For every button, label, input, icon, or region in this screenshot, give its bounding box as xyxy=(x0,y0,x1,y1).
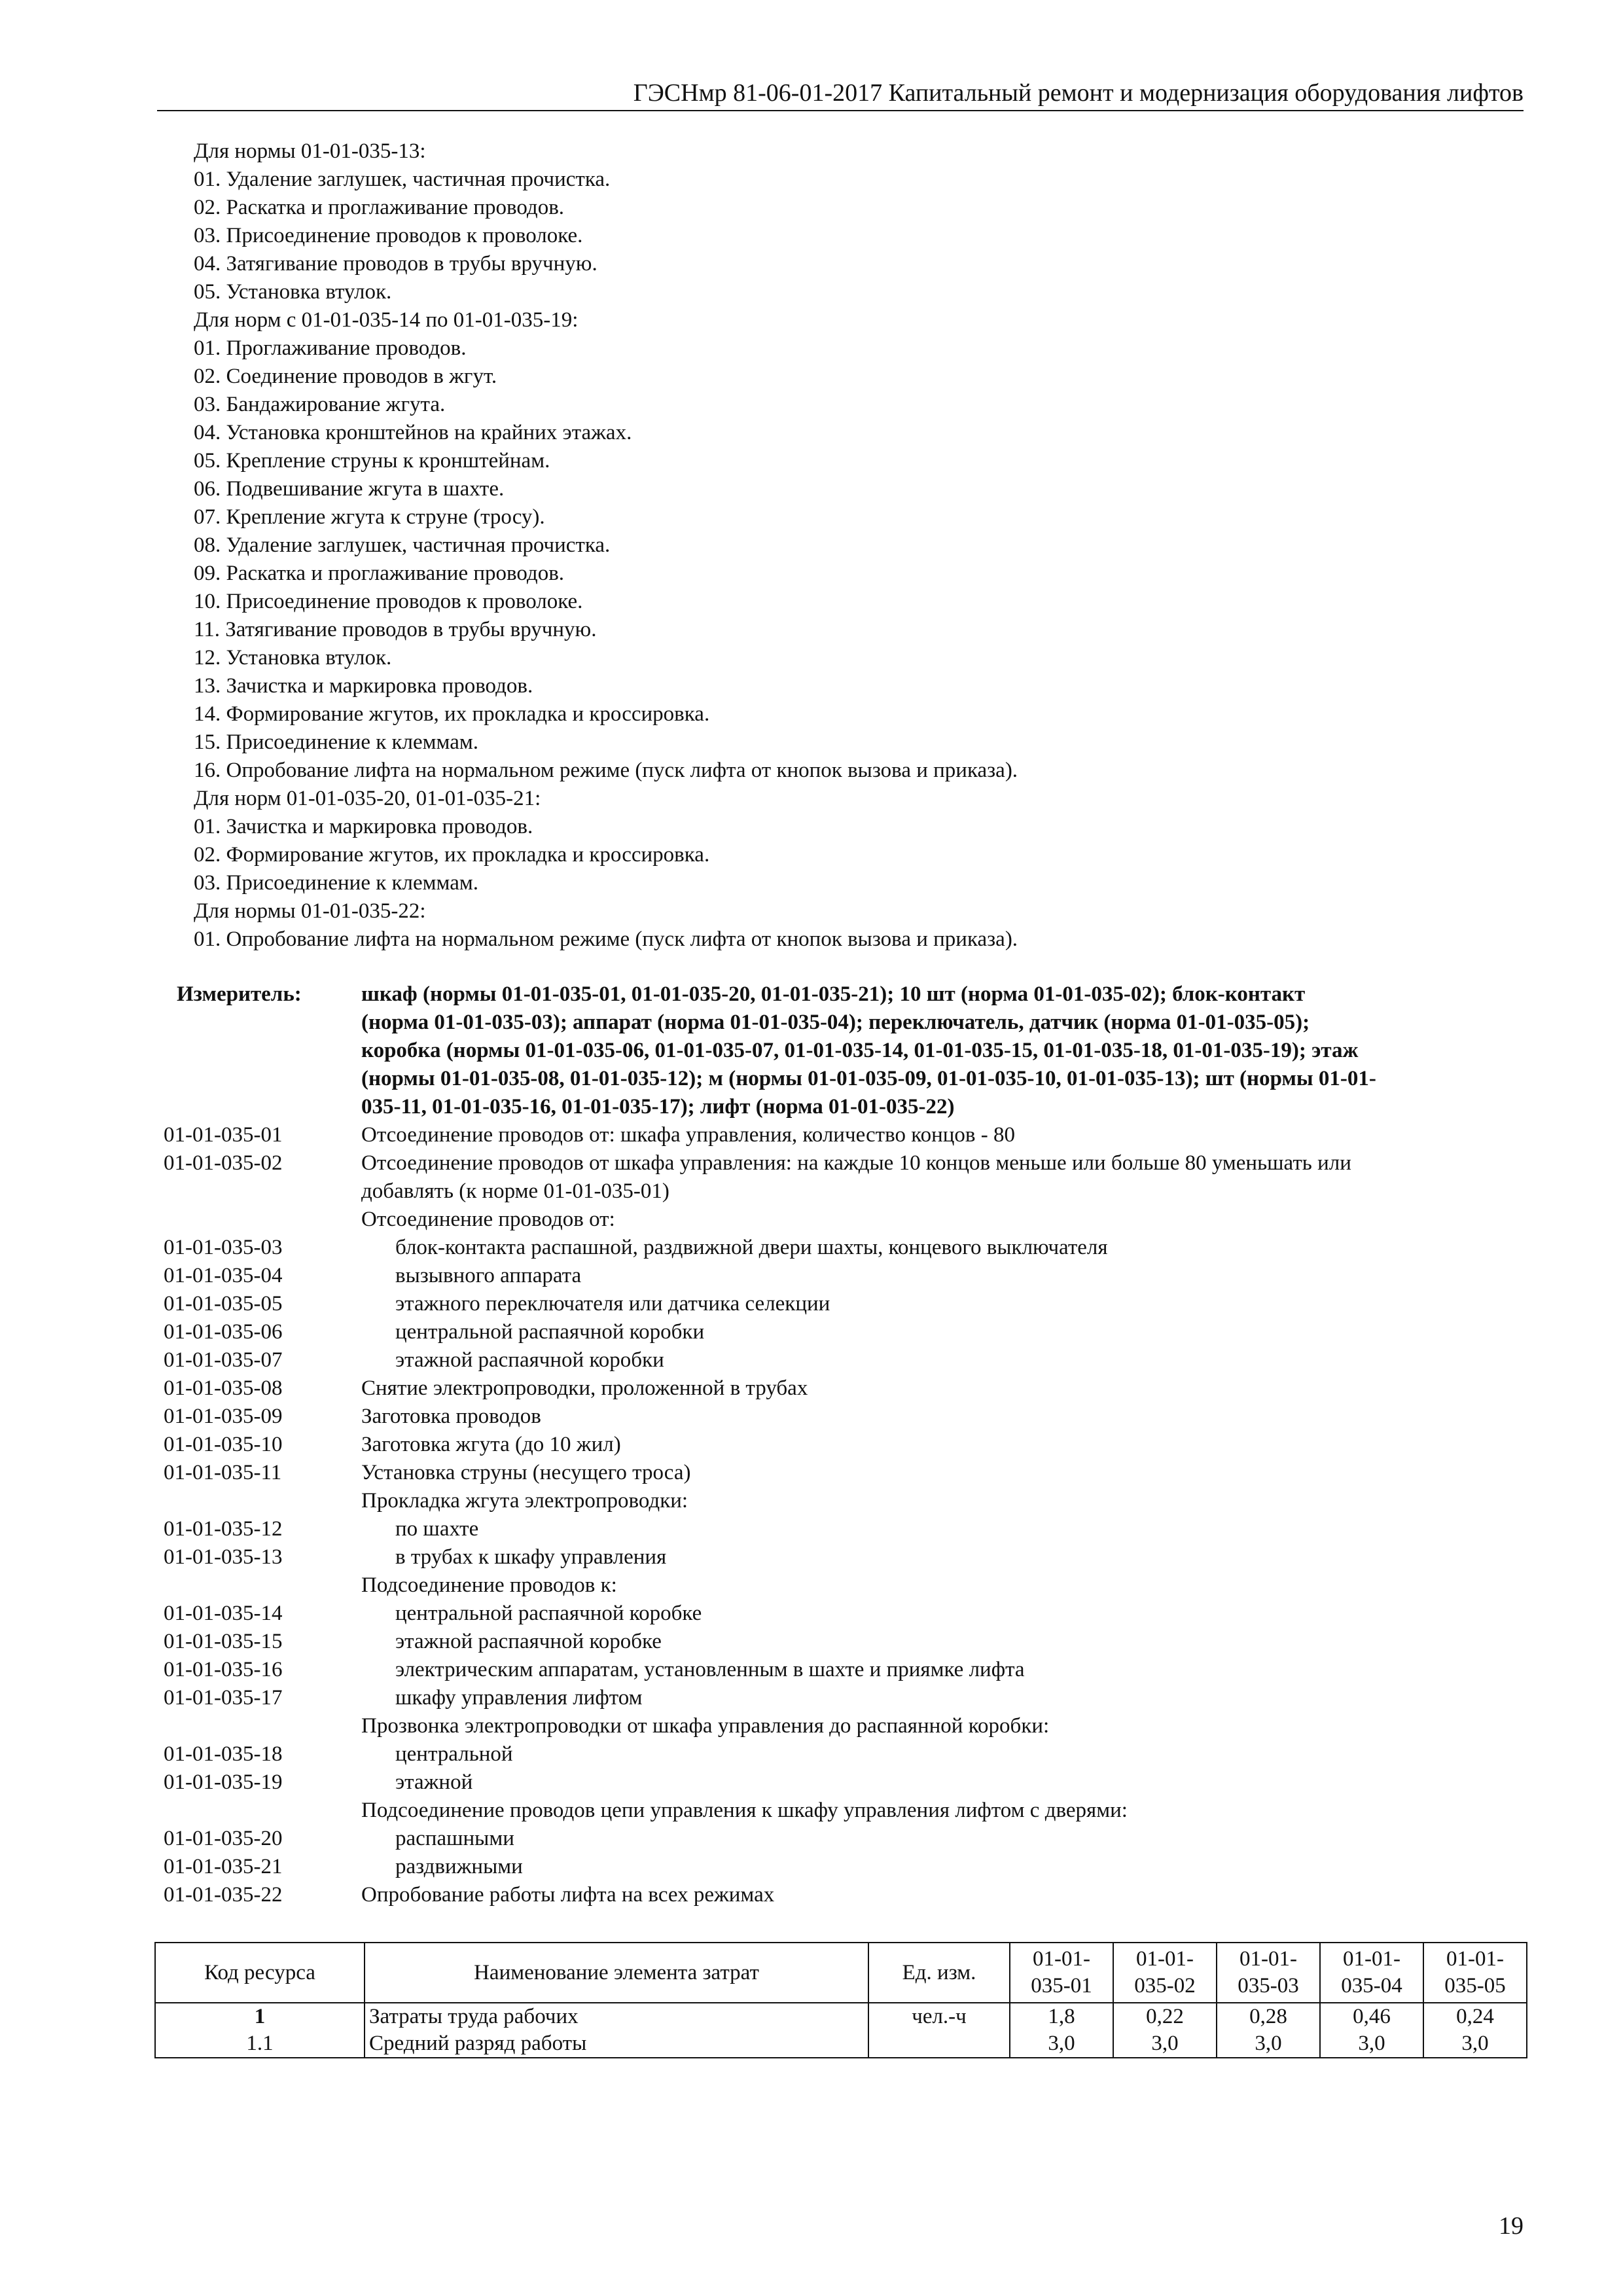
step-line: 12. Установка втулок. xyxy=(194,646,392,670)
norm-row xyxy=(164,1768,1531,1797)
norm-description: Снятие электропроводки, проложенной в трубах xyxy=(361,1376,808,1400)
norm-row xyxy=(164,1290,1531,1318)
norm-description: вызывного аппарата xyxy=(395,1264,582,1287)
row-value: 3,0 xyxy=(1113,2030,1217,2058)
norm-code: 01-01-035-09 xyxy=(164,1405,283,1428)
norm-code: 01-01-035-13 xyxy=(164,1545,283,1569)
row-name: Затраты труда рабочих xyxy=(365,2003,868,2030)
row-value: 0,46 xyxy=(1320,2003,1423,2030)
norm-row xyxy=(164,1740,1531,1768)
norms-list xyxy=(164,1121,1531,1909)
norm-row xyxy=(164,1262,1531,1290)
norm-description: в трубах к шкафу управления xyxy=(395,1545,667,1569)
norm-description: этажной xyxy=(395,1770,473,1794)
step-line: 01. Удаление заглушек, частичная прочистка. xyxy=(194,168,611,191)
norm-row xyxy=(164,1206,1531,1234)
header-norm-3-line2: 035-03 xyxy=(1238,1974,1299,1998)
norm-row xyxy=(164,1712,1531,1740)
header-norm-4-line1: 01-01- xyxy=(1343,1947,1400,1971)
table-row xyxy=(155,2003,1527,2030)
norm-row xyxy=(164,1543,1531,1571)
resource-table xyxy=(154,1942,1527,2058)
header-norm-3-line1: 01-01- xyxy=(1240,1947,1297,1971)
step-line: 03. Присоединение проводов к проволоке. xyxy=(194,224,583,247)
row-code: 1.1 xyxy=(155,2030,365,2058)
row-value: 3,0 xyxy=(1217,2030,1320,2058)
norm-description: центральной xyxy=(395,1742,513,1766)
header-code: Код ресурса xyxy=(155,1943,365,2003)
meter-line: (норма 01-01-035-03); аппарат (норма 01-01-035-04); переключатель, датчик (норма 01-01-035-05); xyxy=(361,1011,1310,1034)
step-line: 06. Подвешивание жгута в шахте. xyxy=(194,477,505,501)
page-header xyxy=(157,69,1524,111)
norm-description: этажного переключателя или датчика селекции xyxy=(395,1292,830,1316)
norm-code: 01-01-035-03 xyxy=(164,1236,283,1259)
step-line: Для норм 01-01-035-20, 01-01-035-21: xyxy=(194,787,541,810)
norm-code: 01-01-035-11 xyxy=(164,1461,282,1484)
row-value: 3,0 xyxy=(1423,2030,1527,2058)
norm-code: 01-01-035-07 xyxy=(164,1348,283,1372)
header-norm-5 xyxy=(1423,1943,1527,2003)
norm-description: Отсоединение проводов от шкафа управления: на каждые 10 концов меньше или больше 80 уменьшать или xyxy=(361,1151,1351,1175)
norm-code: 01-01-035-06 xyxy=(164,1320,283,1344)
header-norm-1-line1: 01-01- xyxy=(1033,1947,1090,1971)
meter-label: Измеритель: xyxy=(177,982,302,1006)
step-line: 13. Зачистка и маркировка проводов. xyxy=(194,674,533,698)
row-value: 3,0 xyxy=(1320,2030,1423,2058)
norm-description: блок-контакта распашной, раздвижной двери шахты, концевого выключателя xyxy=(395,1236,1108,1259)
step-line: 02. Соединение проводов в жгут. xyxy=(194,365,497,388)
norm-row xyxy=(164,1121,1531,1149)
step-line: 15. Присоединение к клеммам. xyxy=(194,730,478,754)
row-value: 0,28 xyxy=(1217,2003,1320,2030)
norm-row xyxy=(164,1571,1531,1600)
header-unit: Ед. изм. xyxy=(868,1943,1010,2003)
norm-description: Опробование работы лифта на всех режимах xyxy=(361,1883,775,1907)
work-steps-list xyxy=(194,137,1404,954)
norm-description: Заготовка жгута (до 10 жил) xyxy=(361,1433,621,1456)
header-norm-4 xyxy=(1320,1943,1423,2003)
norm-row xyxy=(164,1881,1531,1909)
step-line: Для нормы 01-01-035-13: xyxy=(194,139,426,163)
meter-line: 035-11, 01-01-035-16, 01-01-035-17); лифт (норма 01-01-035-22) xyxy=(361,1095,955,1119)
norm-description: распашными xyxy=(395,1827,514,1850)
norm-row xyxy=(164,1149,1531,1177)
norm-row xyxy=(164,1177,1531,1206)
resource-table-header xyxy=(155,1943,1527,2003)
header-norm-2 xyxy=(1113,1943,1217,2003)
norm-row xyxy=(164,1459,1531,1487)
norm-code: 01-01-035-10 xyxy=(164,1433,283,1456)
norm-description: Прокладка жгута электропроводки: xyxy=(361,1489,688,1513)
norm-code: 01-01-035-18 xyxy=(164,1742,283,1766)
header-title: ГЭСНмр 81-06-01-2017 Капитальный ремонт и модернизация оборудования лифтов xyxy=(633,79,1524,107)
norm-code: 01-01-035-01 xyxy=(164,1123,283,1147)
meter-line: (нормы 01-01-035-08, 01-01-035-12); м (нормы 01-01-035-09, 01-01-035-10, 01-01-035-13); шт (нормы 01-01- xyxy=(361,1067,1376,1090)
norm-description: добавлять (к норме 01-01-035-01) xyxy=(361,1179,669,1203)
step-line: 03. Бандажирование жгута. xyxy=(194,393,446,416)
step-line: 01. Опробование лифта на нормальном режиме (пуск лифта от кнопок вызова и приказа). xyxy=(194,927,1018,951)
step-line: 05. Установка втулок. xyxy=(194,280,392,304)
norm-row xyxy=(164,1600,1531,1628)
step-line: 04. Затягивание проводов в трубы вручную. xyxy=(194,252,597,276)
header-norm-3 xyxy=(1217,1943,1320,2003)
norm-row xyxy=(164,1234,1531,1262)
step-line: 05. Крепление струны к кронштейнам. xyxy=(194,449,550,473)
norm-description: Отсоединение проводов от: xyxy=(361,1208,615,1231)
step-line: Для нормы 01-01-035-22: xyxy=(194,899,426,923)
norm-row xyxy=(164,1797,1531,1825)
norm-code: 01-01-035-20 xyxy=(164,1827,283,1850)
row-value: 3,0 xyxy=(1010,2030,1113,2058)
step-line: 14. Формирование жгутов, их прокладка и кроссировка. xyxy=(194,702,710,726)
step-line: 02. Раскатка и проглаживание проводов. xyxy=(194,196,565,219)
norm-description: этажной распаячной коробки xyxy=(395,1348,664,1372)
row-value: 0,24 xyxy=(1423,2003,1527,2030)
row-unit: чел.-ч xyxy=(868,2003,1010,2030)
step-line: 10. Присоединение проводов к проволоке. xyxy=(194,590,583,613)
norm-description: этажной распаячной коробке xyxy=(395,1630,662,1653)
norm-code: 01-01-035-12 xyxy=(164,1517,283,1541)
norm-code: 01-01-035-08 xyxy=(164,1376,283,1400)
norm-description: Подсоединение проводов цепи управления к шкафу управления лифтом с дверями: xyxy=(361,1799,1128,1822)
norm-row xyxy=(164,1431,1531,1459)
row-value: 1,8 xyxy=(1010,2003,1113,2030)
norm-description: раздвижными xyxy=(395,1855,523,1878)
norm-row xyxy=(164,1853,1531,1881)
norm-row xyxy=(164,1825,1531,1853)
norm-code: 01-01-035-14 xyxy=(164,1602,283,1625)
norm-description: Прозвонка электропроводки от шкафа управления до распаянной коробки: xyxy=(361,1714,1050,1738)
norm-code: 01-01-035-05 xyxy=(164,1292,283,1316)
row-code: 1 xyxy=(155,2003,365,2030)
meter-line: шкаф (нормы 01-01-035-01, 01-01-035-20, 01-01-035-21); 10 шт (норма 01-01-035-02); блок-контакт xyxy=(361,982,1306,1006)
norm-description: шкафу управления лифтом xyxy=(395,1686,643,1710)
norm-row xyxy=(164,1403,1531,1431)
step-line: 08. Удаление заглушек, частичная прочистка. xyxy=(194,533,611,557)
norm-code: 01-01-035-19 xyxy=(164,1770,283,1794)
page-number: 19 xyxy=(1499,2212,1524,2240)
header-norm-4-line2: 035-04 xyxy=(1341,1974,1402,1998)
norm-description: Отсоединение проводов от: шкафа управления, количество концов - 80 xyxy=(361,1123,1015,1147)
header-norm-5-line2: 035-05 xyxy=(1444,1974,1506,1998)
norm-code: 01-01-035-17 xyxy=(164,1686,283,1710)
norm-description: электрическим аппаратам, установленным в шахте и приямке лифта xyxy=(395,1658,1025,1681)
meter-line: коробка (нормы 01-01-035-06, 01-01-035-07, 01-01-035-14, 01-01-035-15, 01-01-035-18, 01-01-035-19); этаж xyxy=(361,1039,1359,1062)
step-line: 09. Раскатка и проглаживание проводов. xyxy=(194,562,565,585)
norm-description: Заготовка проводов xyxy=(361,1405,541,1428)
norm-row xyxy=(164,1515,1531,1543)
norm-row xyxy=(164,1374,1531,1403)
norm-row xyxy=(164,1318,1531,1346)
norm-code: 01-01-035-22 xyxy=(164,1883,283,1907)
norm-description: Подсоединение проводов к: xyxy=(361,1573,617,1597)
norm-row xyxy=(164,1487,1531,1515)
step-line: 04. Установка кронштейнов на крайних этажах. xyxy=(194,421,632,444)
step-line: 16. Опробование лифта на нормальном режиме (пуск лифта от кнопок вызова и приказа). xyxy=(194,759,1018,782)
norm-description: центральной распаячной коробке xyxy=(395,1602,702,1625)
header-norm-5-line1: 01-01- xyxy=(1446,1947,1504,1971)
norm-code: 01-01-035-15 xyxy=(164,1630,283,1653)
step-line: 01. Зачистка и маркировка проводов. xyxy=(194,815,533,838)
norm-row xyxy=(164,1656,1531,1684)
norm-row xyxy=(164,1684,1531,1712)
step-line: Для норм с 01-01-035-14 по 01-01-035-19: xyxy=(194,308,579,332)
table-row xyxy=(155,2030,1527,2058)
norm-row xyxy=(164,1346,1531,1374)
header-name: Наименование элемента затрат xyxy=(365,1943,868,2003)
norm-code: 01-01-035-04 xyxy=(164,1264,283,1287)
norm-row xyxy=(164,1628,1531,1656)
norm-description: Установка струны (несущего троса) xyxy=(361,1461,691,1484)
norm-code: 01-01-035-21 xyxy=(164,1855,283,1878)
row-value: 0,22 xyxy=(1113,2003,1217,2030)
step-line: 02. Формирование жгутов, их прокладка и кроссировка. xyxy=(194,843,710,867)
header-norm-2-line1: 01-01- xyxy=(1136,1947,1194,1971)
row-name: Средний разряд работы xyxy=(365,2030,868,2058)
norm-description: центральной распаячной коробки xyxy=(395,1320,705,1344)
step-line: 11. Затягивание проводов в трубы вручную. xyxy=(194,618,597,641)
step-line: 07. Крепление жгута к струне (тросу). xyxy=(194,505,545,529)
step-line: 03. Присоединение к клеммам. xyxy=(194,871,478,895)
header-norm-1-line2: 035-01 xyxy=(1031,1974,1092,1998)
meter-description xyxy=(361,980,1526,1121)
step-line: 01. Проглаживание проводов. xyxy=(194,336,467,360)
norm-code: 01-01-035-16 xyxy=(164,1658,283,1681)
norm-description: по шахте xyxy=(395,1517,479,1541)
norm-code: 01-01-035-02 xyxy=(164,1151,283,1175)
header-norm-1 xyxy=(1010,1943,1113,2003)
row-unit xyxy=(868,2030,1010,2058)
header-norm-2-line2: 035-02 xyxy=(1134,1974,1196,1998)
